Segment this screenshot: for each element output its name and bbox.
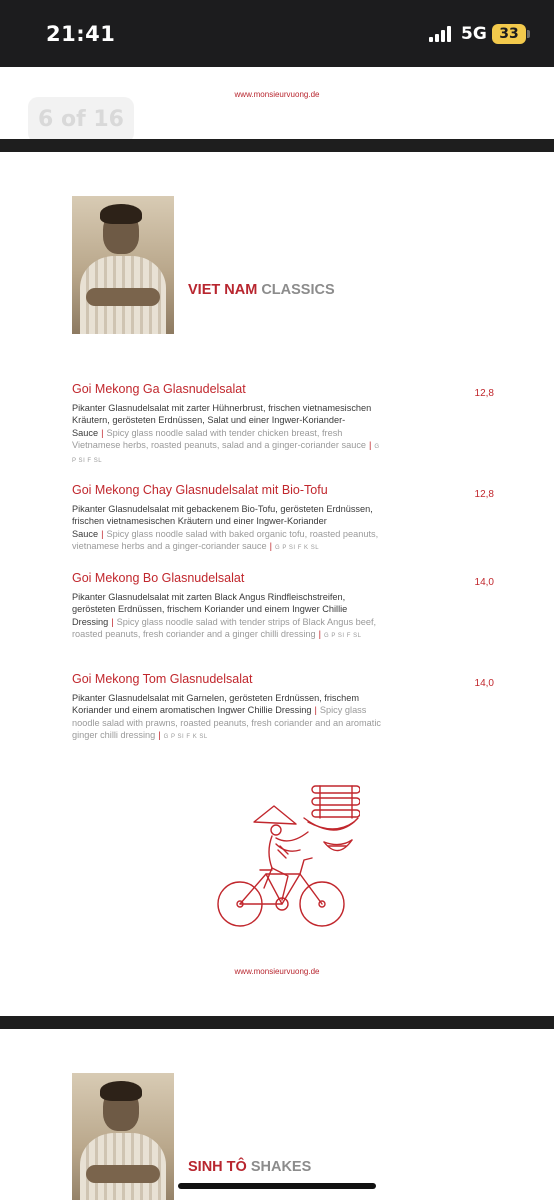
next-section-title [188, 1159, 311, 1175]
section-title [188, 282, 335, 298]
item-description-en: Spicy glass noodle salad with prawns, roasted peanuts, fresh coriander and an aromatic ginger chilli dressing [72, 705, 381, 740]
item-price: 14,0 [474, 678, 494, 689]
section-title-secondary: CLASSICS [261, 282, 335, 298]
item-allergens: G P SI F K SL [163, 733, 208, 740]
item-name: Goi Mekong Bo Glasnudelsalat [72, 571, 245, 585]
battery-icon: 33 [492, 24, 526, 44]
menu-item [72, 672, 494, 747]
cyclist-illustration [216, 784, 360, 932]
item-allergens: G P SI F K SL [274, 544, 320, 551]
status-time: 21:41 [46, 22, 116, 46]
menu-item [72, 571, 494, 656]
item-name: Goi Mekong Tom Glasnudelsalat [72, 672, 253, 686]
battery-tip [527, 30, 530, 38]
item-description: Pikanter Glasnudelsalat mit gebackenem Bio-Tofu, gerösteten Erdnüssen, frischen vietnamesischen Kräutern und einer Ingwer-Koriander Sauce | Spicy glass noodle salad with baked organic tofu, roasted peanuts, vietnamese herbs and a ginger-coriander sauce | G P SI F K SL [72, 504, 379, 551]
item-description-de: Pikanter Glasnudelsalat mit Garnelen, gerösteten Erdnüssen, frischem Koriander und einem aromatischen Ingwer Chillie Dressing [72, 693, 359, 716]
status-bar [0, 0, 554, 67]
item-price: 14,0 [474, 577, 494, 588]
item-price: 12,8 [474, 388, 494, 399]
next-page [0, 1029, 554, 1200]
item-description-en: Spicy glass noodle salad with baked organic tofu, roasted peanuts, vietnamese herbs and a ginger-coriander sauce [72, 528, 379, 551]
item-description: Pikanter Glasnudelsalat mit zarter Hühnerbrust, frischen vietnamesischen Kräutern, gerösteten Erdnüssen, Salat und einer Ingwer-Koriander-Sauce | Spicy glass noodle salad with tender chicken breast, fresh Vietnamese herbs, roasted peanuts, salad and a ginger-coriander sauce | G P SI F SL [72, 403, 380, 465]
menu-item [72, 382, 494, 465]
home-indicator[interactable] [178, 1183, 376, 1189]
item-name: Goi Mekong Chay Glasnudelsalat mit Bio-Tofu [72, 483, 328, 497]
page-separator [0, 139, 554, 152]
previous-page [0, 67, 554, 139]
page-url[interactable]: www.monsieurvuong.de [234, 90, 320, 99]
page-separator [0, 1016, 554, 1029]
item-description-de: Pikanter Glasnudelsalat mit zarter Hühnerbrust, frischen vietnamesischen Kräutern, gerösteten Erdnüssen, Salat und einer Ingwer-Koriander-Sauce [72, 403, 372, 438]
item-price: 12,8 [474, 489, 494, 500]
item-description: Pikanter Glasnudelsalat mit Garnelen, gerösteten Erdnüssen, frischem Koriander und einem aromatischen Ingwer Chillie Dressing | Spicy glass noodle salad with prawns, roasted peanuts, fresh coriander and an aromatic ginger chilli dressing | G P SI F K SL [72, 693, 381, 740]
page-indicator: 6 of 16 [28, 97, 134, 143]
network-label: 5G [461, 24, 487, 44]
page-url[interactable]: www.monsieurvuong.de [234, 967, 320, 976]
item-description-en: Spicy glass noodle salad with tender strips of Black Angus beef, roasted peanuts, fresh coriander and a ginger chilli dressing [72, 616, 377, 639]
chef-photo [72, 196, 174, 334]
section-title-primary: VIET NAM [188, 282, 258, 298]
item-allergens: G P SI F SL [72, 443, 380, 465]
next-section-title-primary: SINH TÔ [188, 1159, 247, 1175]
chef-photo [72, 1073, 174, 1200]
item-allergens: G P SI F SL [324, 632, 362, 639]
signal-icon [429, 26, 453, 42]
item-description-en: Spicy glass noodle salad with tender chicken breast, fresh Vietnamese herbs, roasted peanuts, salad and a ginger-coriander sauce [72, 427, 367, 450]
item-description-de: Pikanter Glasnudelsalat mit zarten Black Angus Rindfleischstreifen, gerösteten Erdnüssen, frischem Koriander und einem Ingwer Chillie Dressing [72, 592, 348, 627]
item-description-de: Pikanter Glasnudelsalat mit gebackenem Bio-Tofu, gerösteten Erdnüssen, frischen vietnamesischen Kräutern und einer Ingwer-Koriander Sauce [72, 504, 373, 539]
item-description: Pikanter Glasnudelsalat mit zarten Black Angus Rindfleischstreifen, gerösteten Erdnüssen, frischem Koriander und einem Ingwer Chillie Dressing | Spicy glass noodle salad with tender strips of Black Angus beef, roasted peanuts, fresh coriander and a ginger chilli dressing | G P SI F SL [72, 592, 377, 639]
item-name: Goi Mekong Ga Glasnudelsalat [72, 382, 246, 396]
next-section-title-secondary: SHAKES [250, 1159, 312, 1175]
menu-item [72, 483, 494, 553]
